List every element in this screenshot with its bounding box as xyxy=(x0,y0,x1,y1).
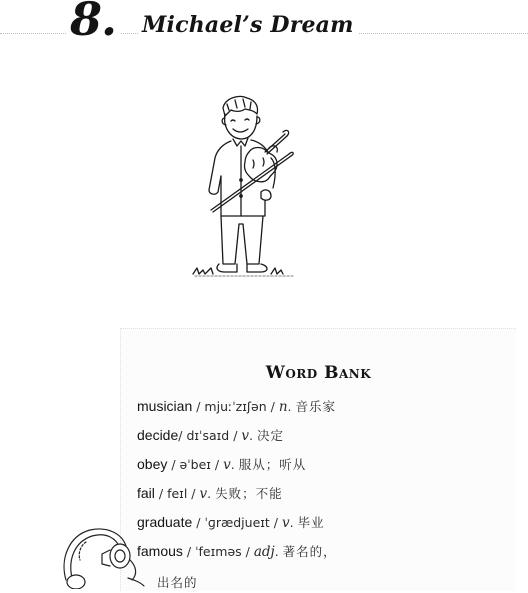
entry-word: graduate xyxy=(137,514,193,530)
entry-part-of-speech: v xyxy=(199,486,208,502)
entry-meaning-continuation: 出名的 xyxy=(157,575,198,590)
word-entry: graduate / ˈɡrædjueɪt / v. 毕业 xyxy=(137,514,325,531)
entry-part-of-speech: v xyxy=(281,515,290,531)
word-entry: obey / əˈbeɪ / v. 服从；听从 xyxy=(137,456,307,473)
chapter-title: Michael’s Dream xyxy=(138,12,358,38)
word-bank xyxy=(120,328,516,591)
entry-phonetic: mjuːˈzɪʃən xyxy=(204,399,267,414)
chapter-header xyxy=(0,0,528,50)
entry-meaning: 音乐家 xyxy=(295,399,337,414)
entry-phonetic: ˈfeɪməs xyxy=(195,544,242,559)
entry-word: obey xyxy=(137,456,168,472)
entry-word: musician xyxy=(137,398,193,414)
entry-meaning: 毕业 xyxy=(297,515,325,530)
entry-part-of-speech: v xyxy=(241,428,250,444)
entry-phonetic: feɪl xyxy=(167,486,188,501)
word-entry: famous / ˈfeɪməs / adj. 著名的， xyxy=(137,543,337,560)
headphones-icon xyxy=(56,520,146,589)
entry-word: decide xyxy=(137,427,179,443)
entry-meaning: 失败；不能 xyxy=(215,486,283,501)
word-bank-list xyxy=(137,395,337,569)
entry-phonetic: əˈbeɪ xyxy=(179,457,211,472)
boy-playing-violin-icon xyxy=(185,92,305,280)
word-entry: fail / feɪl / v. 失败；不能 xyxy=(137,485,283,502)
entry-meaning: 服从；听从 xyxy=(238,457,307,472)
chapter-number: 8. xyxy=(66,0,120,46)
entry-meaning: 决定 xyxy=(257,428,285,443)
entry-part-of-speech: v xyxy=(223,457,231,473)
entry-phonetic: ˈɡrædjueɪt xyxy=(204,515,270,530)
entry-meaning: 著名的， xyxy=(282,544,337,559)
entry-word: famous xyxy=(137,543,183,559)
entry-phonetic: dɪˈsaɪd xyxy=(186,428,230,443)
word-bank-title: Word Bank xyxy=(265,363,372,383)
entry-part-of-speech: adj xyxy=(253,544,275,560)
word-entry: decide/ dɪˈsaɪd / v. 决定 xyxy=(137,427,285,444)
word-entry: musician / mjuːˈzɪʃən / n. 音乐家 xyxy=(137,398,337,415)
entry-word: fail xyxy=(137,485,155,501)
entry-part-of-speech: n xyxy=(278,399,288,415)
